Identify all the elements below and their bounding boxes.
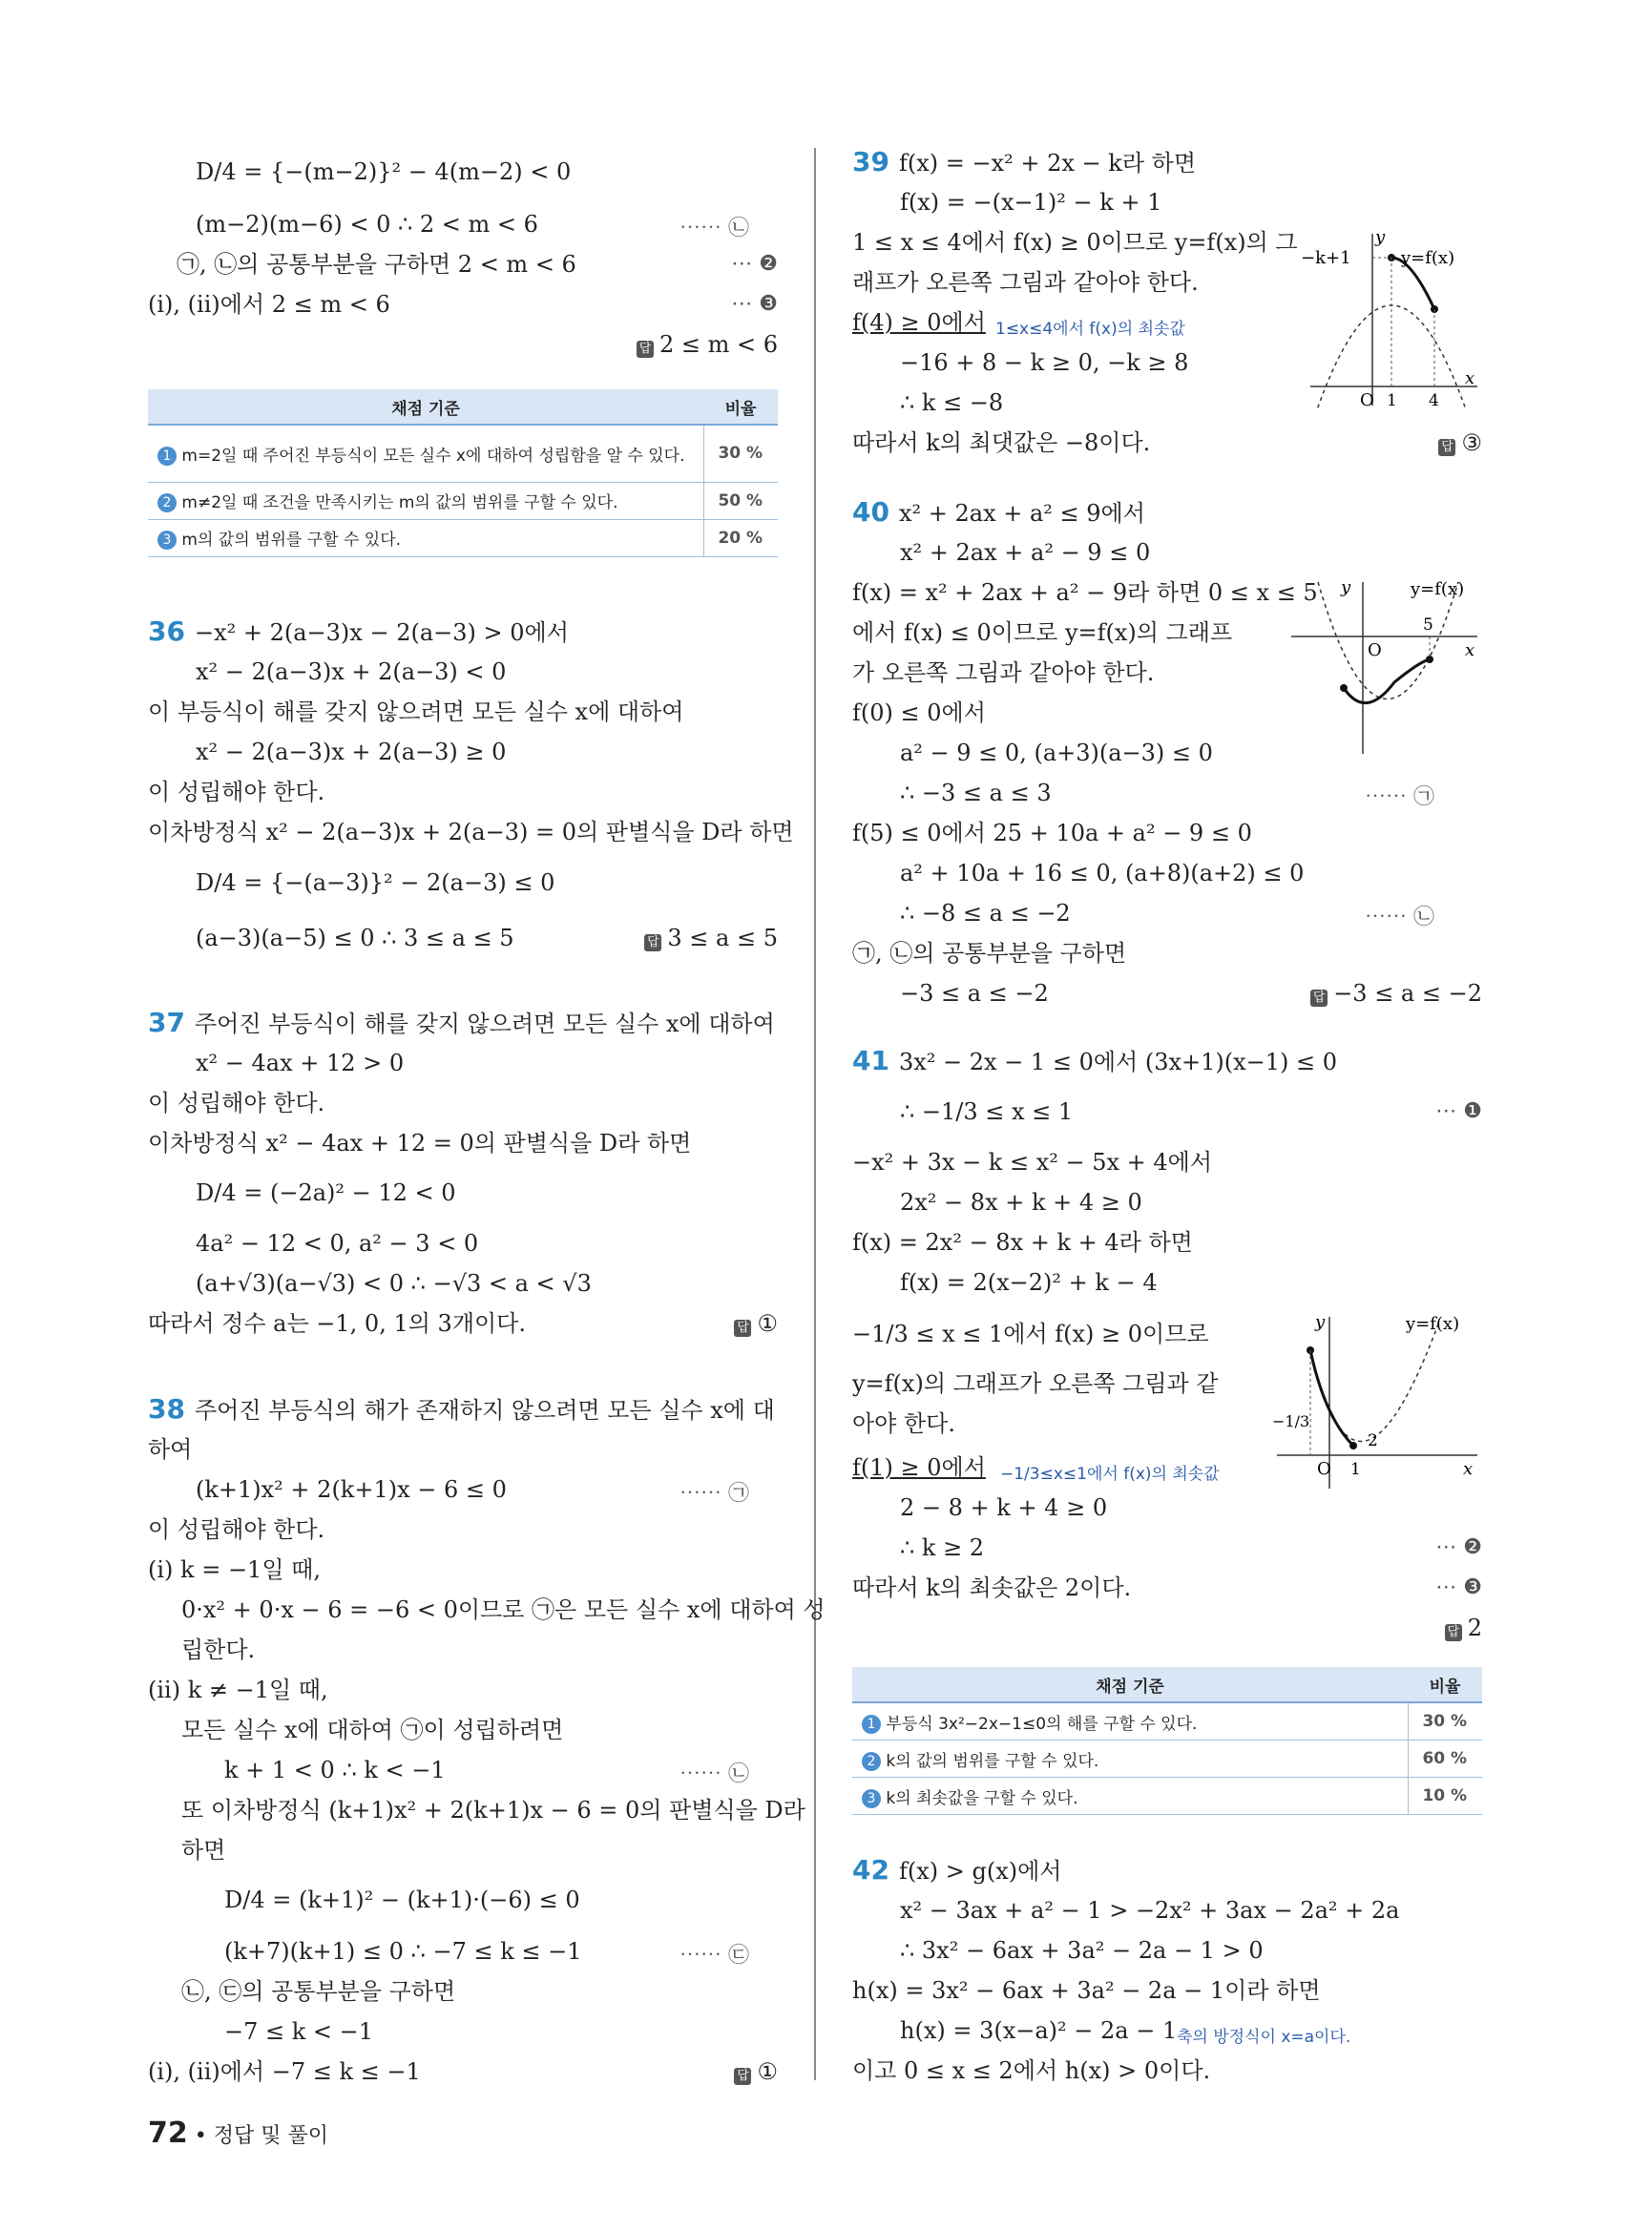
text-line: (i), (ii)에서 −7 ≤ k ≤ −1 [148, 2058, 421, 2085]
text-line: −1/3 ≤ x ≤ 1에서 f(x) ≥ 0이므로 [852, 1321, 1209, 1347]
answer: 답 ① [734, 1309, 778, 1338]
ratio: 10 % [1408, 1778, 1482, 1815]
text-line: f(x) = 2(x−2)² + k − 4 [900, 1269, 1158, 1296]
text-line: ㉡, ㉢의 공통부분을 구하면 [181, 1978, 456, 2005]
text-line: ㉠, ㉡의 공통부분을 구하면 2 < m < 6 [177, 251, 576, 278]
ratio: 60 % [1408, 1741, 1482, 1778]
text-line: x² − 4ax + 12 > 0 [196, 1050, 405, 1076]
problem-number: 39 [852, 146, 889, 177]
criteria-text: m≠2일 때 조건을 만족시키는 m의 값의 범위를 구할 수 있다. [181, 493, 618, 512]
page-footer [148, 2116, 328, 2150]
ratio: 50 % [703, 482, 778, 519]
text-line: 이 부등식이 해를 갖지 않으려면 모든 실수 x에 대하여 [148, 698, 684, 725]
text-line: D/4 = (−2a)² − 12 < 0 [196, 1179, 456, 1206]
table-row [148, 425, 778, 482]
ratio: 20 % [703, 519, 778, 556]
footer-label: • 정답 및 풀이 [194, 2124, 328, 2148]
text-line: 2x² − 8x + k + 4 ≥ 0 [900, 1189, 1142, 1216]
text-line: 래프가 오른쪽 그림과 같아야 한다. [852, 269, 1199, 296]
problem-38-line: 38 주어진 부등식의 해가 존재하지 않으려면 모든 실수 x에 대 [148, 1393, 775, 1425]
answer-mark-icon: 답 [1438, 439, 1455, 456]
axis-label: x [1465, 640, 1475, 660]
origin-label: O [1360, 390, 1374, 410]
table-row [148, 519, 778, 556]
problem-number: 40 [852, 496, 889, 528]
text-line: (a−3)(a−5) ≤ 0 ∴ 3 ≤ a ≤ 5 [196, 925, 514, 951]
axis-label: y [1315, 1312, 1326, 1332]
grading-table [148, 389, 778, 557]
ratio: 30 % [703, 425, 778, 482]
column-divider [814, 148, 816, 2080]
text-line: (i) k = −1일 때, [148, 1556, 321, 1583]
problem-42-line: 42 f(x) > g(x)에서 [852, 1854, 1062, 1886]
answer: 답 3 ≤ a ≤ 5 [644, 924, 778, 952]
criteria-text: k의 값의 범위를 구할 수 있다. [886, 1751, 1099, 1771]
step-number-icon: 2 [157, 493, 177, 512]
text-line: (a+√3)(a−√3) < 0 ∴ −√3 < a < √3 [196, 1270, 592, 1297]
axis-label: y [1341, 577, 1351, 597]
function-label: y=f(x) [1411, 579, 1465, 599]
step-marker: ⋯ ❶ [1435, 1099, 1482, 1123]
answer-mark-icon: 답 [1445, 1624, 1462, 1641]
text-line: (k+7)(k+1) ≤ 0 ∴ −7 ≤ k ≤ −1 [224, 1938, 582, 1965]
text-line: 에서 f(x) ≤ 0이므로 y=f(x)의 그래프 [852, 619, 1233, 646]
text-line: 이차방정식 x² − 2(a−3)x + 2(a−3) = 0의 판별식을 D라 하면 [148, 819, 794, 845]
ratio: 30 % [1408, 1702, 1482, 1741]
end-point [1340, 684, 1348, 692]
step-number-icon: 1 [157, 447, 177, 466]
text-line: 립한다. [181, 1637, 256, 1663]
step-number-icon: 2 [862, 1752, 881, 1771]
criteria-text: m=2일 때 주어진 부등식이 모든 실수 x에 대하여 성립함을 알 수 있다. [181, 446, 685, 466]
function-label: y=f(x) [1406, 1314, 1460, 1334]
answer-mark-icon: 답 [637, 341, 654, 358]
text-line: 0·x² + 0·x − 6 = −6 < 0이므로 ㉠은 모든 실수 x에 대하여 성 [181, 1596, 826, 1623]
problem-number: 41 [852, 1045, 889, 1076]
text-line: x² + 2ax + a² − 9 ≤ 0 [900, 539, 1151, 566]
problem-40-line: 40 x² + 2ax + a² ≤ 9에서 [852, 496, 1145, 528]
tag: ⋯⋯ ㉢ [680, 1944, 749, 1968]
answer: 답 −3 ≤ a ≤ −2 [1310, 979, 1482, 1008]
table-row [852, 1702, 1482, 1741]
text-line: 이 성립해야 한다. [148, 1090, 325, 1116]
step-marker: ⋯ ❸ [1435, 1575, 1482, 1599]
text-line: 4a² − 12 < 0, a² − 3 < 0 [196, 1230, 479, 1257]
tick-label: 1 [1350, 1460, 1361, 1479]
tag: ⋯⋯ ㉡ [1365, 906, 1434, 929]
header-ratio: 비율 [703, 389, 778, 425]
text-line: (i), (ii)에서 2 ≤ m < 6 [148, 291, 390, 318]
tag: ⋯⋯ ㉠ [1365, 785, 1434, 809]
text-line: −16 + 8 − k ≥ 0, −k ≥ 8 [900, 349, 1189, 376]
table-row [852, 1741, 1482, 1778]
answer [637, 330, 778, 359]
grading-table [852, 1667, 1482, 1815]
text-line: −3 ≤ a ≤ −2 [900, 980, 1049, 1007]
text-line: ∴ 3x² − 6ax + 3a² − 2a − 1 > 0 [900, 1937, 1264, 1964]
tick-label: −k+1 [1301, 248, 1351, 268]
text-line: 가 오른쪽 그림과 같아야 한다. [852, 659, 1155, 686]
text-line: D/4 = {−(m−2)}² − 4(m−2) < 0 [196, 158, 572, 185]
answer-mark-icon: 답 [734, 1320, 751, 1337]
text-line: 이 성립해야 한다. [148, 779, 325, 805]
text-line: ∴ −3 ≤ a ≤ 3 [900, 780, 1052, 806]
text-line: ∴ −8 ≤ a ≤ −2 [900, 900, 1071, 927]
end-point [1349, 1442, 1357, 1449]
text-line: x² − 2(a−3)x + 2(a−3) ≥ 0 [196, 739, 507, 765]
text-line: 2 − 8 + k + 4 ≥ 0 [900, 1494, 1108, 1521]
problem-number: 36 [148, 615, 185, 647]
problem-36-line: 36 −x² + 2(a−3)x − 2(a−3) > 0에서 [148, 615, 569, 647]
text-line: 아야 한다. [852, 1410, 955, 1437]
tick-label: 2 [1368, 1431, 1378, 1450]
text-line: 모든 실수 x에 대하여 ㉠이 성립하려면 [181, 1717, 564, 1743]
text-line: f(x) = 2x² − 8x + k + 4라 하면 [852, 1229, 1193, 1256]
text-line: h(x) = 3x² − 6ax + 3a² − 2a − 1이라 하면 [852, 1977, 1321, 2004]
answer: 답 ③ [1438, 428, 1482, 457]
text-line: −x² + 3x − k ≤ x² − 5x + 4에서 [852, 1149, 1213, 1176]
step-number-icon: 3 [157, 531, 177, 550]
text-line: 또 이차방정식 (k+1)x² + 2(k+1)x − 6 = 0의 판별식을 D라 [181, 1797, 805, 1824]
answer: 답 2 [1445, 1614, 1482, 1642]
header-ratio: 비율 [1408, 1667, 1482, 1702]
annotation-note: −1/3≤x≤1에서 f(x)의 최솟값 [1000, 1465, 1220, 1484]
function-label: y=f(x) [1401, 248, 1455, 268]
text-line: x² − 3ax + a² − 1 > −2x² + 3ax − 2a² + 2a [900, 1897, 1400, 1924]
step-number-icon: 1 [862, 1715, 881, 1734]
criteria-text: m의 값의 범위를 구할 수 있다. [181, 531, 402, 550]
text-line: (ii) k ≠ −1일 때, [148, 1677, 328, 1703]
problem-number: 38 [148, 1393, 185, 1425]
text-line: 1 ≤ x ≤ 4에서 f(x) ≥ 0이므로 y=f(x)의 그 [852, 229, 1298, 256]
tick-label: −1/3 [1272, 1412, 1310, 1430]
answer-mark-icon: 답 [1310, 990, 1328, 1007]
text-line: y=f(x)의 그래프가 오른쪽 그림과 같 [852, 1370, 1219, 1397]
step-marker: ⋯ ❷ [1435, 1535, 1482, 1559]
text-line: 하여 [148, 1436, 193, 1463]
tick-label: 4 [1429, 391, 1439, 410]
text-line: ∴ −1/3 ≤ x ≤ 1 [900, 1098, 1074, 1125]
text-line: D/4 = {−(a−3)}² − 2(a−3) ≤ 0 [196, 869, 555, 896]
annotation-note: 축의 방정식이 x=a이다. [1177, 2028, 1351, 2047]
text-line: k + 1 < 0 ∴ k < −1 [224, 1757, 446, 1783]
text-line: 이 성립해야 한다. [148, 1516, 325, 1543]
annotation-note: 1≤x≤4에서 f(x)의 최솟값 [995, 320, 1185, 339]
criteria-text: 부등식 3x²−2x−1≤0의 해를 구할 수 있다. [886, 1714, 1198, 1734]
graph-40 [1291, 577, 1482, 759]
axis-label: y [1375, 229, 1386, 247]
text-line: 따라서 k의 최솟값은 2이다. [852, 1574, 1132, 1601]
graph-41 [1272, 1312, 1482, 1493]
graph-39 [1301, 229, 1482, 410]
table-row [148, 482, 778, 519]
text-line: a² + 10a + 16 ≤ 0, (a+8)(a+2) ≤ 0 [900, 860, 1305, 886]
text-line: 이차방정식 x² − 4ax + 12 = 0의 판별식을 D라 하면 [148, 1130, 692, 1157]
problem-41-line: 41 3x² − 2x − 1 ≤ 0에서 (3x+1)(x−1) ≤ 0 [852, 1045, 1338, 1076]
text-line: f(4) ≥ 0에서 [852, 309, 986, 336]
tick-label: 1 [1387, 391, 1397, 410]
problem-number: 37 [148, 1007, 185, 1038]
tag: ⋯⋯ ㉠ [680, 1482, 749, 1506]
problem-number: 42 [852, 1854, 889, 1886]
problem-39-line: 39 f(x) = −x² + 2x − k라 하면 [852, 146, 1197, 177]
page-number: 72 [148, 2116, 188, 2150]
axis-label: x [1463, 1459, 1474, 1479]
text-line: (m−2)(m−6) < 0 ∴ 2 < m < 6 [196, 211, 538, 238]
text-line: f(1) ≥ 0에서 [852, 1454, 986, 1481]
text-line: 하면 [181, 1837, 226, 1864]
step-number-icon: 3 [862, 1789, 881, 1808]
text-line: f(5) ≤ 0에서 25 + 10a + a² − 9 ≤ 0 [852, 820, 1252, 846]
axis-label: x [1465, 368, 1475, 388]
text-line: −7 ≤ k < −1 [224, 2018, 374, 2045]
answer-mark-icon: 답 [644, 934, 661, 951]
tag: ⋯⋯ ㉡ [680, 1762, 749, 1786]
answer-text: 2 ≤ m < 6 [659, 331, 778, 358]
origin-label: O [1368, 640, 1382, 660]
criteria-text: k의 최솟값을 구할 수 있다. [886, 1788, 1078, 1808]
text-line: f(x) = −(x−1)² − k + 1 [900, 189, 1162, 216]
table-row [852, 1778, 1482, 1815]
origin-label: O [1317, 1459, 1331, 1479]
text-line: ∴ k ≥ 2 [900, 1534, 985, 1561]
problem-37-line: 37 주어진 부등식이 해를 갖지 않으려면 모든 실수 x에 대하여 [148, 1007, 775, 1038]
text-line: 이고 0 ≤ x ≤ 2에서 h(x) > 0이다. [852, 2057, 1211, 2084]
text-line: ㉠, ㉡의 공통부분을 구하면 [852, 940, 1127, 967]
text-line: D/4 = (k+1)² − (k+1)·(−6) ≤ 0 [224, 1887, 580, 1913]
text-line: ∴ k ≤ −8 [900, 389, 1004, 416]
step-marker: ⋯ ❷ [731, 252, 778, 276]
step-marker: ⋯ ❸ [731, 292, 778, 316]
header-criteria: 채점 기준 [852, 1667, 1408, 1702]
parabola-dashed [1318, 582, 1458, 699]
answer: 답 ① [734, 2057, 778, 2086]
text-line: 따라서 정수 a는 −1, 0, 1의 3개이다. [148, 1310, 526, 1337]
tag: ⋯⋯ ㉡ [680, 217, 749, 240]
text-line: f(0) ≤ 0에서 [852, 699, 986, 726]
text-line: a² − 9 ≤ 0, (a+3)(a−3) ≤ 0 [900, 740, 1213, 766]
header-criteria: 채점 기준 [148, 389, 703, 425]
parabola-solid [1344, 659, 1430, 703]
text-line: h(x) = 3(x−a)² − 2a − 1 [900, 2017, 1178, 2044]
text-line: f(x) = x² + 2ax + a² − 9라 하면 0 ≤ x ≤ 5 [852, 579, 1318, 606]
parabola-solid [1310, 1350, 1353, 1446]
tick-label: 5 [1423, 615, 1433, 635]
text-line: x² − 2(a−3)x + 2(a−3) < 0 [196, 658, 507, 685]
text-line: (k+1)x² + 2(k+1)x − 6 ≤ 0 [196, 1476, 507, 1503]
answer-mark-icon: 답 [734, 2068, 751, 2085]
text-line: 따라서 k의 최댓값은 −8이다. [852, 429, 1151, 456]
